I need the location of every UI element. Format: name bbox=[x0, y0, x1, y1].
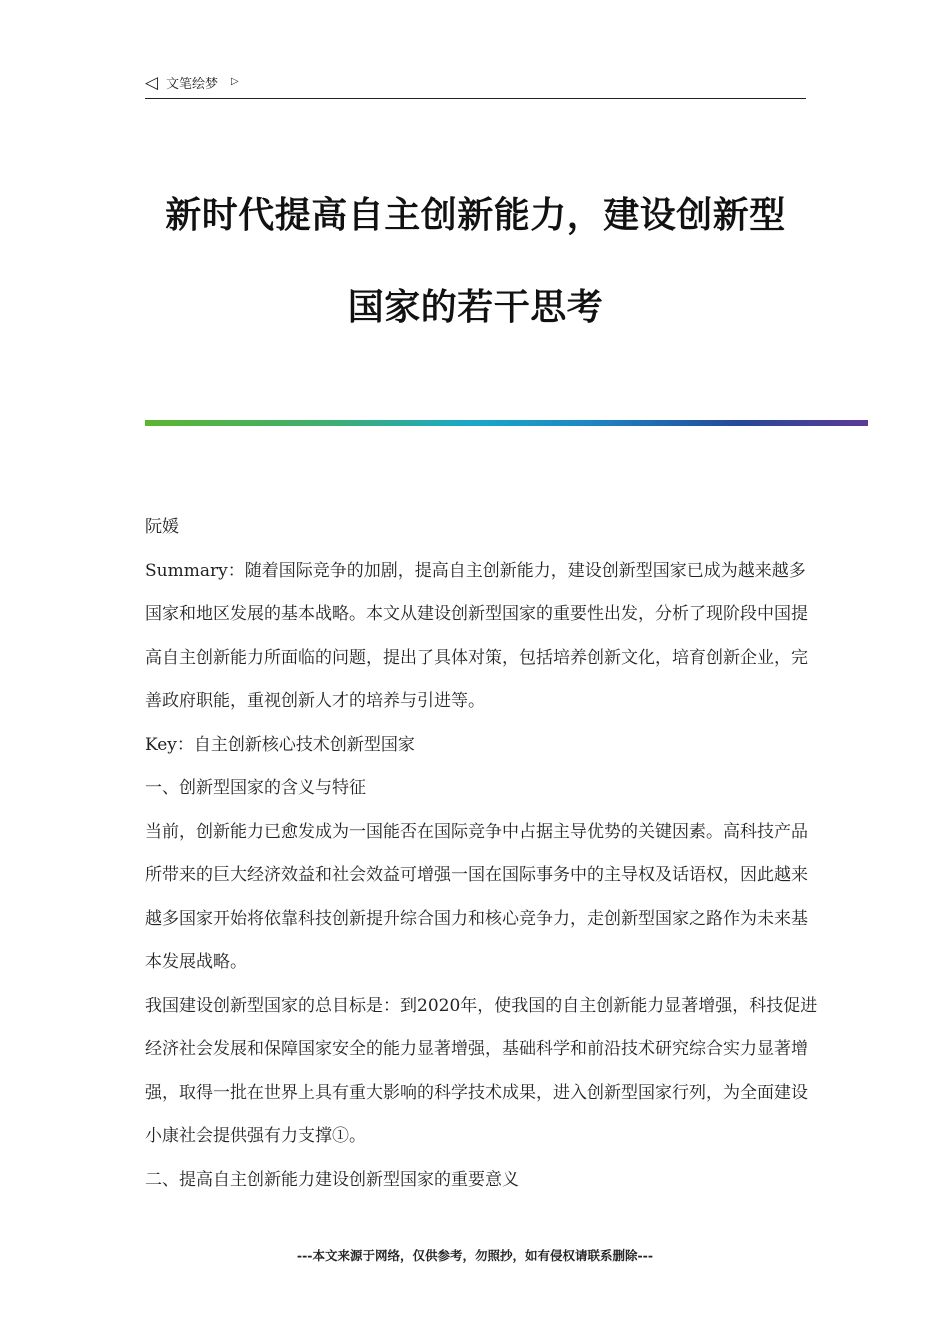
paragraph-2: 我国建设创新型国家的总目标是：到2020年，使我国的自主创新能力显著增强，科技促进经济社会发展和保障国家安全的能力显著增强，基础科学和前沿技术研究综合实力显著增强，取得一批在世界上具有重大影响的科学技术成果，进入创新型国家行列，为全面建设小康社会提供强有力支撑①。 bbox=[145, 995, 818, 1146]
document-body bbox=[145, 506, 820, 1202]
section-heading-1: 一、创新型国家的含义与特征 bbox=[145, 778, 366, 798]
title-line-1: 新时代提高自主创新能力，建设创新型 bbox=[165, 195, 786, 236]
document-title bbox=[145, 170, 806, 354]
author: 阮媛 bbox=[145, 517, 179, 537]
paragraph-1: 当前，创新能力已愈发成为一国能否在国际竞争中占据主导优势的关键因素。高科技产品所带来的巨大经济效益和社会效益可增强一国在国际事务中的主导权及话语权，因此越来越多国家开始将依靠科技创新提升综合国力和核心竞争力，走创新型国家之路作为未来基本发展战略。 bbox=[145, 821, 808, 972]
section-heading-2: 二、提高自主创新能力建设创新型国家的重要意义 bbox=[145, 1169, 519, 1190]
keywords: Key：自主创新核心技术创新型国家 bbox=[145, 734, 415, 755]
header-brand: 文笔绘梦 bbox=[166, 77, 219, 92]
footer-notice: ---本文来源于网络，仅供参考，勿照抄，如有侵权请联系删除--- bbox=[296, 1248, 654, 1263]
page-header bbox=[145, 72, 806, 99]
triangle-right-icon: ▷ bbox=[231, 76, 239, 87]
triangle-left-icon: ◁ bbox=[145, 73, 159, 93]
gradient-divider bbox=[145, 420, 868, 426]
summary-paragraph: Summary：随着国际竞争的加剧，提高自主创新能力，建设创新型国家已成为越来越多国家和地区发展的基本战略。本文从建设创新型国家的重要性出发，分析了现阶段中国提高自主创新能力所面临的问题，提出了具体对策，包括培养创新文化，培育创新企业，完善政府职能，重视创新人才的培养与引进等。 bbox=[145, 560, 808, 711]
title-line-2: 国家的若干思考 bbox=[347, 287, 604, 328]
